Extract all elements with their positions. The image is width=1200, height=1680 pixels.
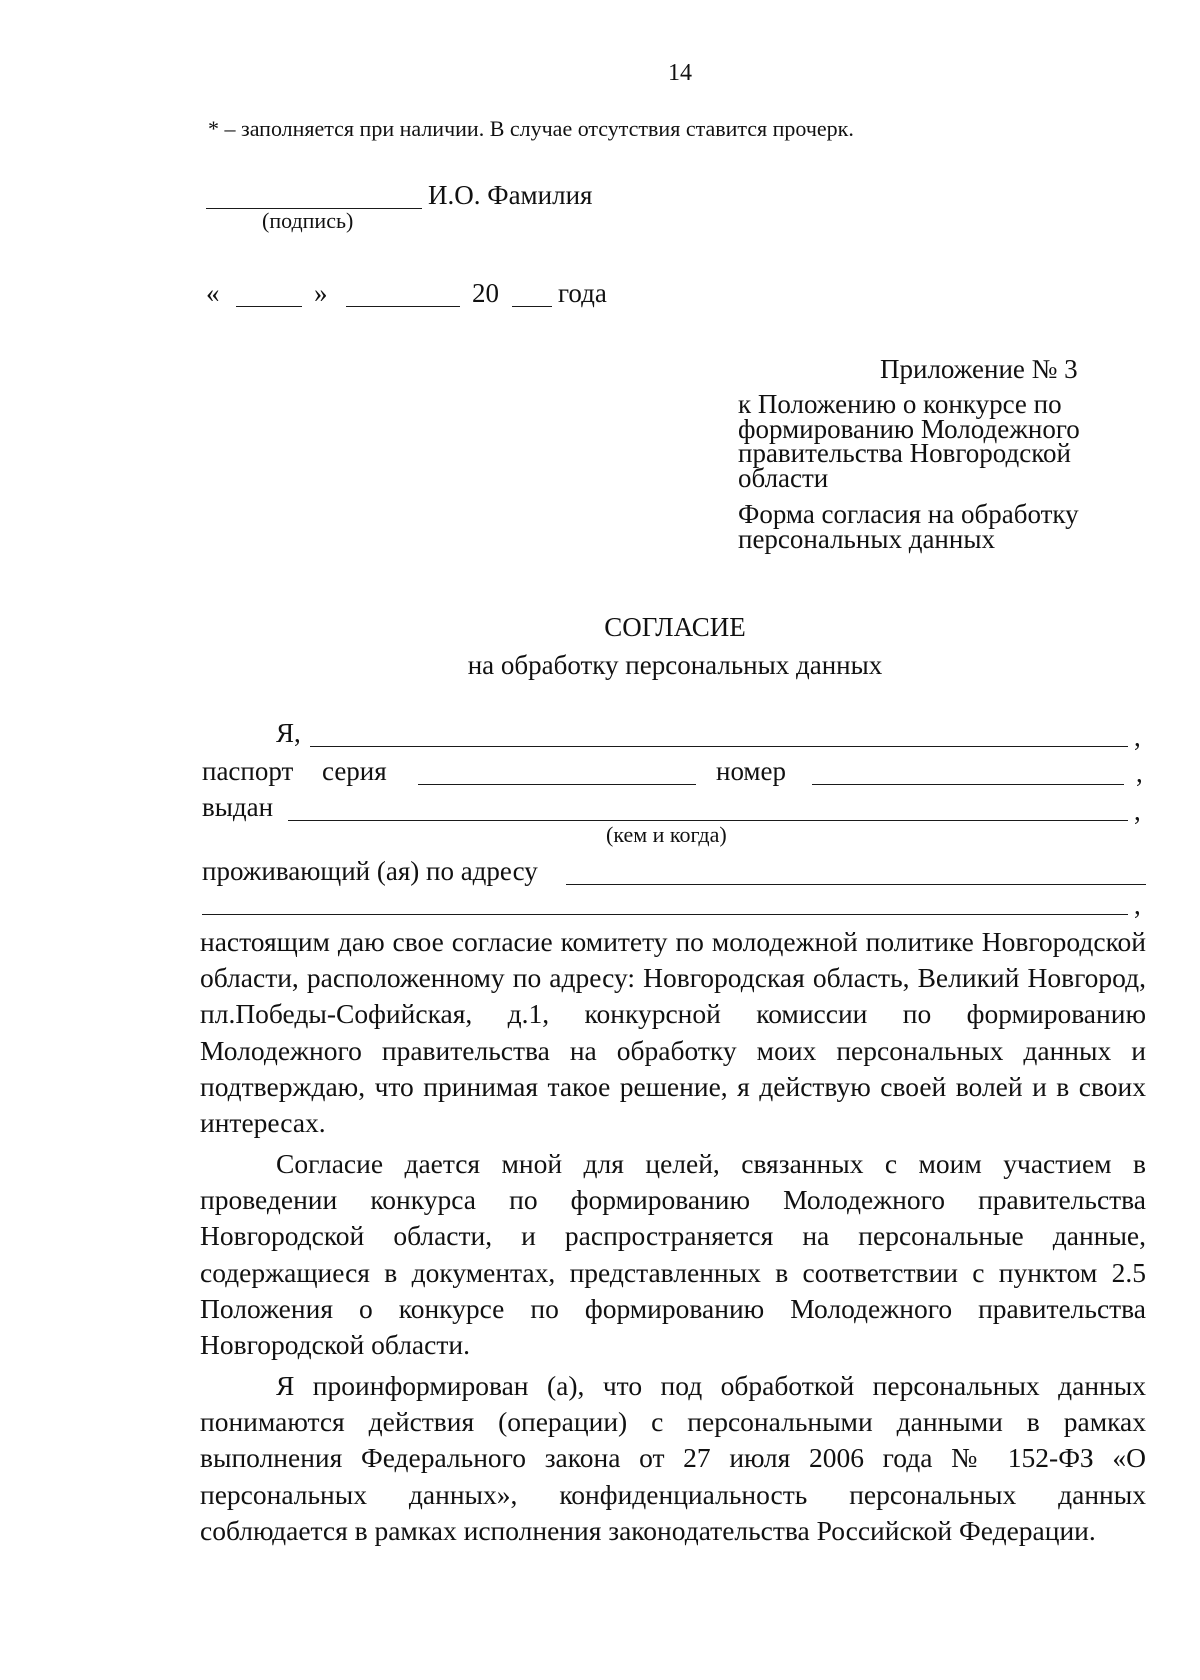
i-label: Я, — [276, 718, 301, 748]
page-number: 14 — [668, 60, 692, 86]
document-subtitle: на обработку персональных данных — [467, 650, 883, 680]
address-line-2[interactable] — [202, 914, 1128, 915]
comma-1: , — [1134, 722, 1141, 752]
series-label: серия — [322, 756, 387, 786]
signature-caption: (подпись) — [262, 208, 354, 233]
document-title: СОГЛАСИЕ — [604, 612, 746, 642]
passport-label: паспорт — [202, 756, 294, 786]
number-label: номер — [716, 756, 787, 786]
appendix-title: Приложение № 3 — [880, 354, 1078, 384]
date-year-prefix: 20 — [472, 278, 499, 308]
date-year-suffix: года — [558, 278, 607, 308]
date-open-quote: « — [206, 278, 220, 308]
date-day-line[interactable] — [236, 306, 302, 307]
issued-label: выдан — [202, 792, 274, 822]
passport-number-line[interactable] — [812, 784, 1124, 785]
date-month-line[interactable] — [346, 306, 460, 307]
date-year-line[interactable] — [512, 306, 552, 307]
signatory-name: И.О. Фамилия — [428, 180, 593, 210]
appendix-reference: к Положению о конкурсе по формированию Молодежного правительства Новгородской области — [738, 389, 1080, 493]
issued-by-line[interactable] — [288, 820, 1128, 821]
appendix-form-name: Форма согласия на обработку персональных данных — [738, 499, 1079, 554]
passport-series-line[interactable] — [418, 784, 696, 785]
address-line-1[interactable] — [566, 884, 1146, 885]
comma-2: , — [1136, 758, 1143, 788]
footnote: * – заполняется при наличии. В случае отсутствия ставится прочерк. — [208, 116, 854, 141]
consent-paragraph-3: Я проинформирован (а), что под обработкой персональных данных понимаются действия (операции) с персональными данными в рамках выполнения Федерального закона от 27 июля 2006 года № 152-ФЗ «О персональных данных», конфиденциальность персональных данных соблюдается в рамках исполнения законодательства Российской Федерации. — [200, 1370, 1146, 1546]
comma-4: , — [1134, 890, 1141, 920]
consent-paragraph-1: настоящим даю свое согласие комитету по молодежной политике Новгородской области, расположенному по адресу: Новгородская область, Великий Новгород, пл.Победы-Софийская, д.1, конкурсной комиссии по формированию Молодежного правительства на обработку моих персональных данных и подтверждаю, что принимая такое решение, я действую своей волей и в своих интересах. — [200, 926, 1146, 1139]
consent-paragraph-2: Согласие дается мной для целей, связанных с моим участием в проведении конкурса по формированию Молодежного правительства Новгородской области, и распространяется на персональные данные, содержащиеся в документах, представленных в соответствии с пунктом 2.5 Положения о конкурсе по формированию Молодежного правительства Новгородской области. — [200, 1148, 1146, 1361]
comma-3: , — [1134, 796, 1141, 826]
issued-caption: (кем и когда) — [606, 822, 727, 847]
full-name-line[interactable] — [310, 746, 1128, 747]
date-close-quote: » — [314, 278, 328, 308]
address-label: проживающий (ая) по адресу — [202, 856, 538, 886]
